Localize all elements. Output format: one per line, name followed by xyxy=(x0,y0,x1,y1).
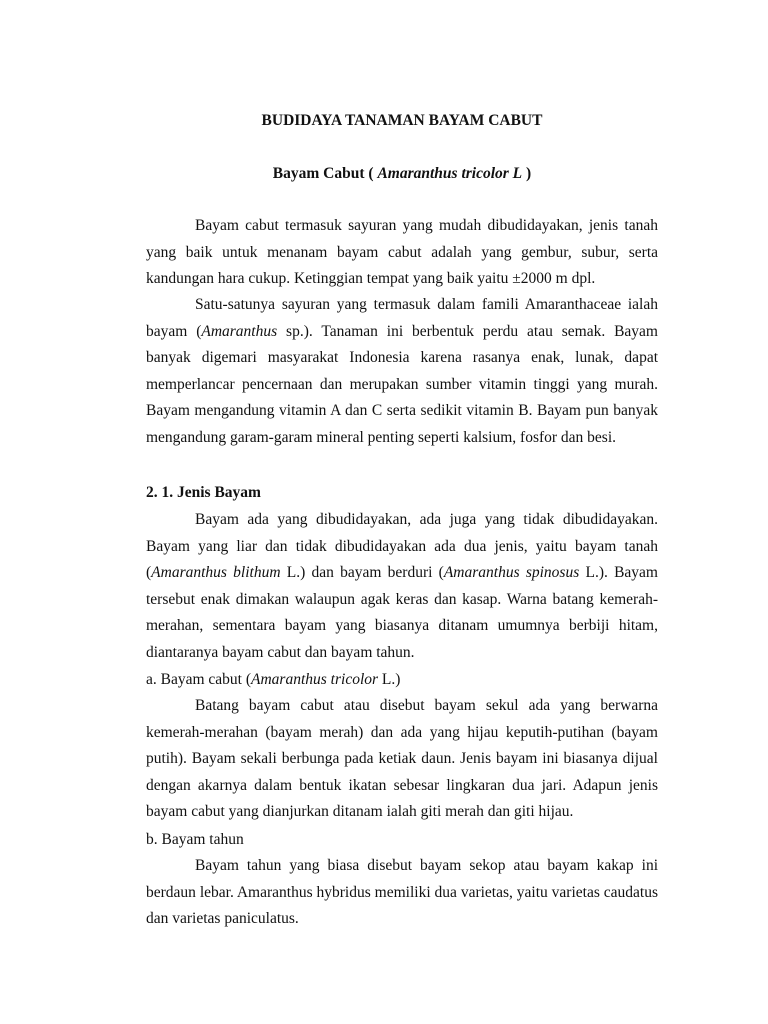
subsection-label-a xyxy=(146,667,658,694)
document-title: BUDIDAYA TANAMAN BAYAM CABUT xyxy=(261,112,543,129)
paragraph-text: Satu-satunya sayuran yang termasuk dalam famili Amaranthaceae ialah bayam ( xyxy=(146,296,658,340)
species-name: Amaranthus tricolor xyxy=(251,671,379,688)
subtitle-close: ) xyxy=(522,165,532,182)
subtitle-species: Amaranthus tricolor L xyxy=(377,165,523,182)
paragraph-family xyxy=(146,292,658,451)
paragraph-text: sp.). Tanaman ini berbentuk perdu atau semak. Bayam banyak digemari masyarakat Indonesia karena rasanya enak, lunak, dapat memperlancar pencernaan dan merupakan sumber vitamin tinggi yang murah. Bayam mengandung vitamin A dan C serta sedikit vitamin B. Bayam pun banyak mengandung garam-garam mineral penting seperti kalsium, fosfor dan besi. xyxy=(146,322,658,446)
species-name: Amaranthus spinosus xyxy=(443,564,580,581)
paragraph-intro: Bayam cabut termasuk sayuran yang mudah dibudidayakan, jenis tanah yang baik untuk menanam bayam cabut adalah yang gembur, subur, serta kandungan hara cukup. Ketinggian tempat yang baik yaitu ±2000 m dpl. xyxy=(146,217,658,287)
species-name: Amaranthus blithum xyxy=(151,564,281,581)
paragraph-text: L.) dan bayam berduri ( xyxy=(280,564,444,581)
paragraph-text: L.). Bayam tersebut enak dimakan walaupun agak keras dan kasap. Warna batang kemerah-merahan, sementara bayam yang biasanya ditanam umumnya berbiji hitam, diantaranya bayam cabut dan bayam tahun. xyxy=(146,564,658,661)
paragraph-text: Bayam ada yang dibudidayakan, ada juga yang tidak dibudidayakan. Bayam yang liar dan tidak dibudidayakan ada dua jenis, yaitu bayam tanah ( xyxy=(146,511,658,581)
subsection-label-b: b. Bayam tahun xyxy=(146,831,244,848)
subtitle-text: Bayam Cabut ( xyxy=(272,165,378,182)
species-name: Amaranthus xyxy=(201,322,278,340)
paragraph-types xyxy=(146,507,658,666)
section-heading: 2. 1. Jenis Bayam xyxy=(146,484,261,501)
label-text: L.) xyxy=(378,671,401,688)
paragraph-bayam-cabut: Batang bayam cabut atau disebut bayam sekul ada yang berwarna kemerah-merahan (bayam merah) dan ada yang hijau keputih-putihan (bayam putih). Bayam sekali berbunga pada ketiak daun. Jenis bayam ini biasanya dijual dengan akarnya dalam bentuk ikatan sebesar lingkaran dua jari. Adapun jenis bayam cabut yang dianjurkan ditanam ialah giti merah dan giti hijau. xyxy=(146,697,658,820)
paragraph-bayam-tahun: Bayam tahun yang biasa disebut bayam sekop atau bayam kakap ini berdaun lebar. Amaranthus hybridus memiliki dua varietas, yaitu varietas caudatus dan varietas paniculatus. xyxy=(146,857,658,927)
document-subtitle xyxy=(146,161,658,188)
label-text: a. Bayam cabut ( xyxy=(146,671,252,688)
